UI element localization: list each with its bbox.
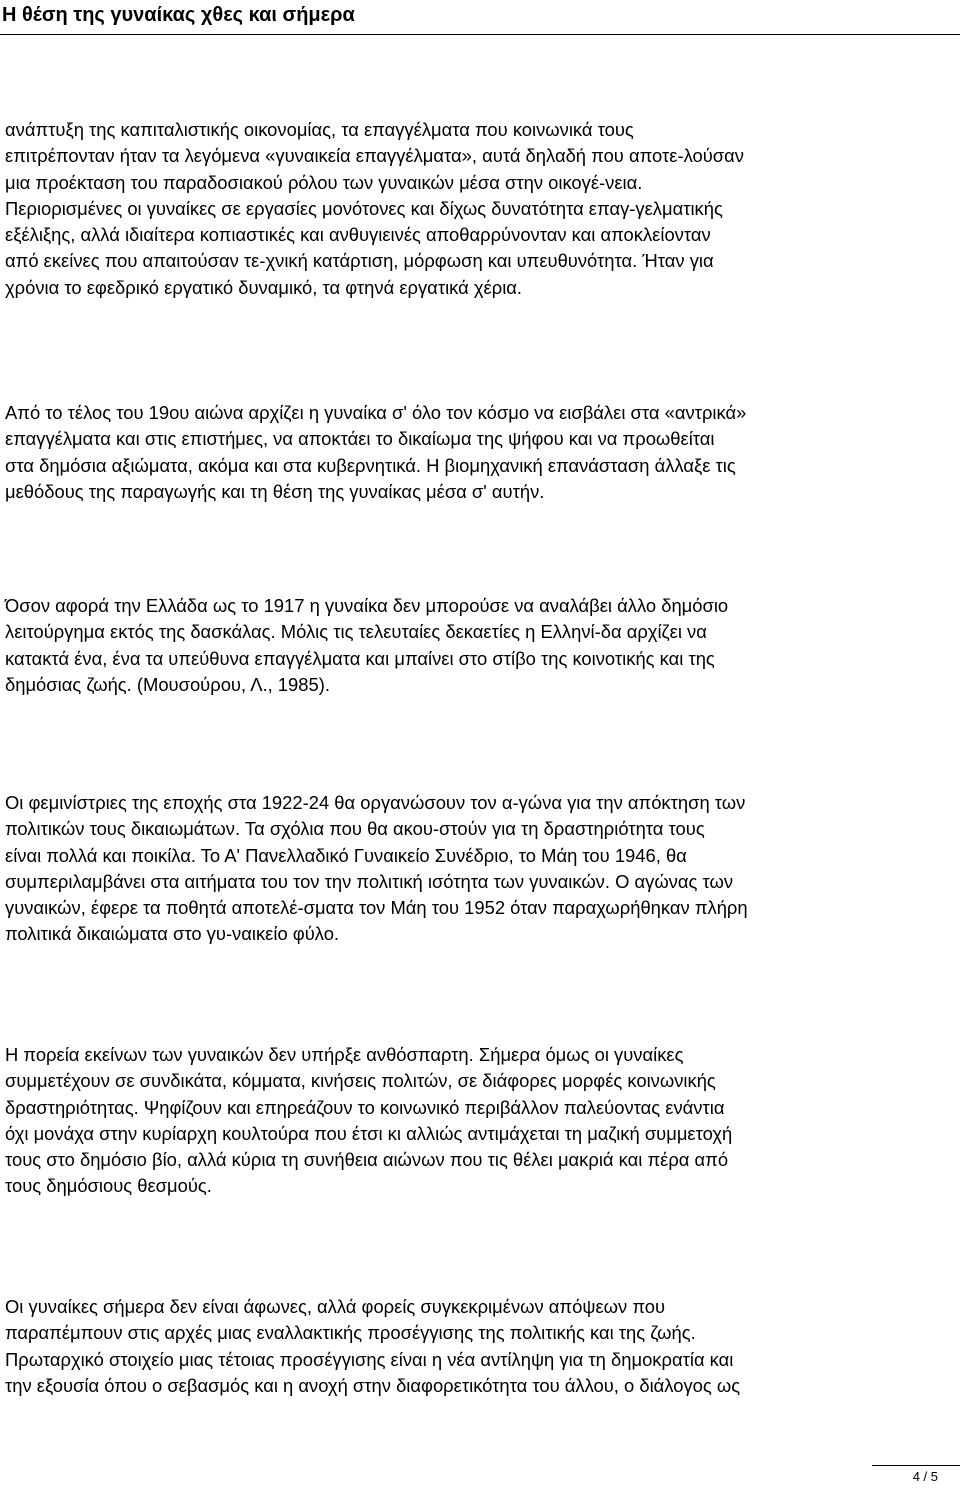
text-line: γυναικών, έφερε τα ποθητά αποτελέ-σματα τον Μάη του 1952 όταν παραχωρήθηκαν πλήρη [5, 897, 748, 919]
text-line: δραστηριότητας. Ψηφίζουν και επηρεάζουν το κοινωνικό περιβάλλον παλεύοντας ενάντια [5, 1096, 725, 1118]
paragraph-1 [5, 117, 955, 301]
text-line: δημόσιας ζωής. (Μουσούρου, Λ., 1985). [5, 673, 330, 695]
paragraph-5 [5, 1042, 955, 1200]
text-line: μεθόδους της παραγωγής και τη θέση της γυναίκας μέσα σ' αυτήν. [5, 480, 545, 502]
text-line: μια προέκταση του παραδοσιακού ρόλου των γυναικών μέσα στην οικογέ-νεια. [5, 171, 643, 193]
text-line: συμπεριλαμβάνει στα αιτήματα του τον την πολιτική ισότητα των γυναικών. Ο αγώνας των [5, 870, 734, 892]
text-line: εξέλιξης, αλλά ιδιαίτερα κοπιαστικές και ανθυγιεινές αποθαρρύνονταν και αποκλείονταν [5, 224, 711, 246]
paragraph-2 [5, 400, 955, 505]
text-line: λειτούργημα εκτός της δασκάλας. Μόλις τις τελευταίες δεκαετίες η Ελληνί-δα αρχίζει να [5, 621, 707, 643]
text-line: επαγγέλματα και στις επιστήμες, να αποκτάει το δικαίωμα της ψήφου και να προωθείται [5, 428, 715, 450]
text-line: Η πορεία εκείνων των γυναικών δεν υπήρξε ανθόσπαρτη. Σήμερα όμως οι γυναίκες [5, 1044, 684, 1065]
text-line: Πρωταρχικό στοιχείο μιας τέτοιας προσέγγισης είναι η νέα αντίληψη για τη δημοκρατία και [5, 1348, 734, 1370]
footer-divider [872, 1465, 960, 1466]
paragraph-4 [5, 790, 955, 948]
text-line: στα δημόσια αξιώματα, ακόμα και στα κυβερνητικά. Η βιομηχανική επανάσταση άλλαξε τις [5, 454, 736, 476]
text-line: πολιτικά δικαιώματα στο γυ-ναικείο φύλο. [5, 923, 340, 945]
text-line: πολιτικών τους δικαιωμάτων. Τα σχόλια που θα ακου-στούν για τη δραστηριότητα τους [5, 818, 705, 840]
paragraph-3 [5, 593, 955, 698]
text-line: τους στο δημόσιο βίο, αλλά κύρια τη συνήθεια αιώνων που τις θέλει μακριά και πέρα από [5, 1149, 729, 1171]
text-line: από εκείνες που απαιτούσαν τε-χνική κατάρτιση, μόρφωση και υπευθυνότητα. Ήταν για [5, 250, 714, 272]
text-line: χρόνια το εφεδρικό εργατικό δυναμικό, τα φτηνά εργατικά χέρια. [5, 276, 523, 298]
text-line: κατακτά ένα, ένα τα υπεύθυνα επαγγέλματα και μπαίνει στο στίβο της κοινοτικής και της [5, 647, 715, 669]
text-line: Περιορισμένες οι γυναίκες σε εργασίες μονότονες και δίχως δυνατότητα επαγ-γελματικής [5, 197, 723, 219]
text-line: συμμετέχουν σε συνδικάτα, κόμματα, κινήσεις πολιτών, σε διάφορες μορφές κοινωνικής [5, 1070, 716, 1092]
text-line: Όσον αφορά την Ελλάδα ως το 1917 η γυναίκα δεν μπορούσε να αναλάβει άλλο δημόσιο [5, 595, 729, 616]
text-line: όχι μονάχα στην κυρίαρχη κουλτούρα που έτσι κι αλλιώς αντιμάχεται τη μαζική συμμετοχή [5, 1122, 733, 1144]
page-title: Η θέση της γυναίκας χθες και σήμερα [2, 4, 355, 26]
text-line: την εξουσία όπου ο σεβασμός και η ανοχή στην διαφορετικότητα του άλλου, ο διάλογος ως [5, 1374, 741, 1396]
text-line: επιτρέπονταν ήταν τα λεγόμενα «γυναικεία επαγγέλματα», αυτά δηλαδή που αποτε-λούσαν [5, 145, 744, 167]
text-line: ανάπτυξη της καπιταλιστικής οικονομίας, τα επαγγέλματα που κοινωνικά τους [5, 119, 634, 140]
text-line: τους δημόσιους θεσμούς. [5, 1175, 212, 1197]
paragraph-6 [5, 1294, 955, 1399]
title-divider [0, 34, 960, 35]
text-line: είναι πολλά και ποικίλα. Το Α' Πανελλαδικό Γυναικείο Συνέδριο, το Μάη του 1946, θα [5, 844, 687, 866]
text-line: παραπέμπουν στις αρχές μιας εναλλακτικής προσέγγισης της πολιτικής και της ζωής. [5, 1322, 696, 1344]
page-number: 4 / 5 [912, 1469, 938, 1484]
text-line: Οι φεμινίστριες της εποχής στα 1922-24 θα οργανώσουν τον α-γώνα για την απόκτηση των [5, 792, 746, 813]
text-line: Από το τέλος του 19ου αιώνα αρχίζει η γυναίκα σ' όλο τον κόσμο να εισβάλει στα «αντρικά» [5, 402, 747, 423]
text-line: Οι γυναίκες σήμερα δεν είναι άφωνες, αλλά φορείς συγκεκριμένων απόψεων που [5, 1296, 666, 1317]
